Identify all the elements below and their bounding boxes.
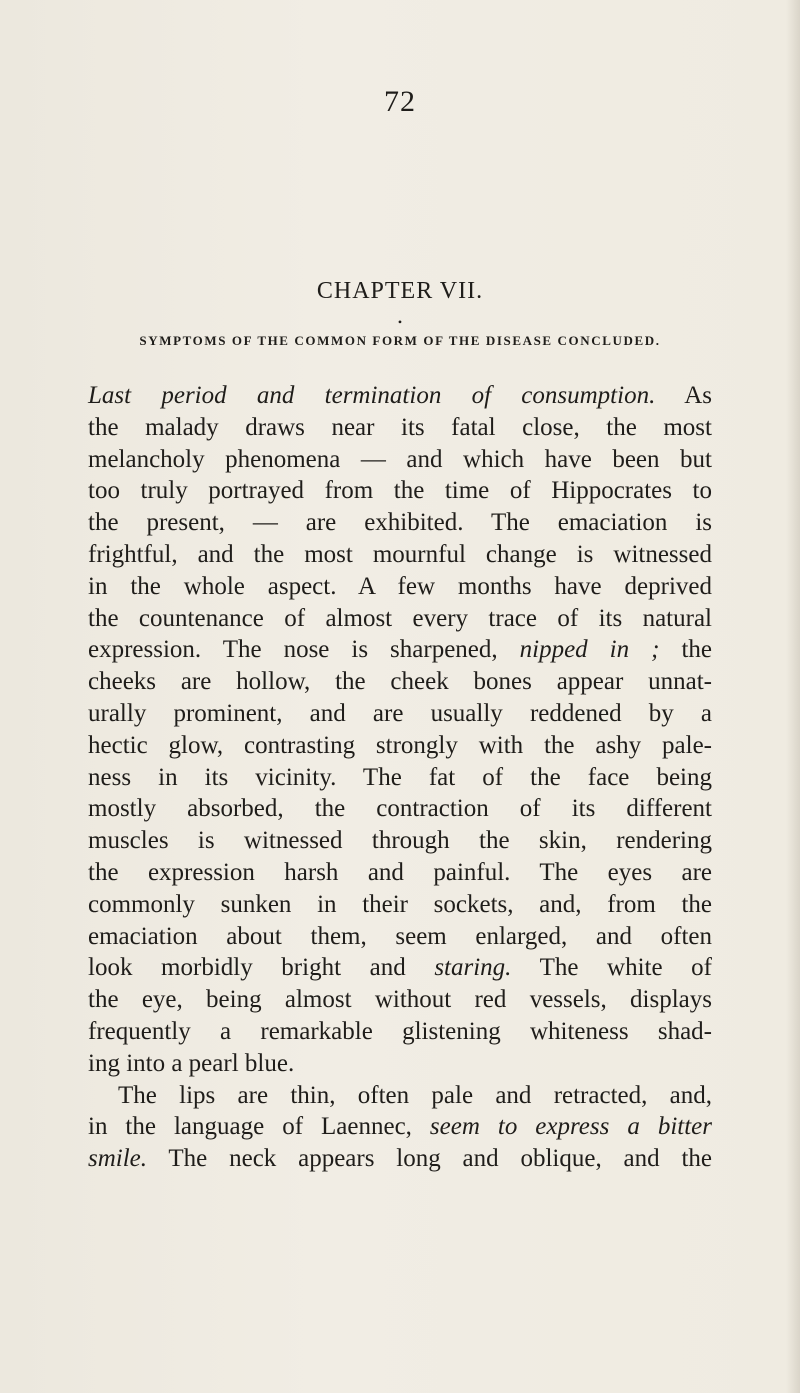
text-run: mostly absorbed, the contraction of its different	[88, 795, 712, 823]
text-run: hectic glow, contrasting strongly with the ashy pale-	[88, 731, 712, 759]
chapter-subtitle: SYMPTOMS OF THE COMMON FORM OF THE DISEASE CONCLUDED.	[139, 333, 661, 348]
text-run: ness in its vicinity. The fat of the face being	[88, 763, 712, 791]
text-line	[88, 1143, 712, 1175]
text-run: urally prominent, and are usually reddened by a	[88, 699, 712, 727]
text-run: look morbidly bright and	[88, 954, 435, 982]
page-edge-shadow	[786, 0, 800, 1393]
text-run: frightful, and the most mournful change is witnessed	[88, 540, 712, 568]
text-run: emaciation about them, seem enlarged, and often	[88, 922, 712, 950]
text-run: the expression harsh and painful. The eyes are	[88, 858, 712, 886]
page-number: 72	[384, 85, 416, 118]
body-text	[88, 380, 712, 1175]
text-run: commonly sunken in their sockets, and, from the	[88, 890, 712, 918]
text-line	[88, 507, 712, 539]
text-line	[88, 921, 712, 953]
text-run: the	[659, 636, 712, 664]
text-line	[88, 952, 712, 984]
italic-text: seem to express a bitter	[429, 1113, 712, 1141]
text-line	[88, 1016, 712, 1048]
text-run: The white of	[511, 954, 712, 982]
chapter-title: CHAPTER VII.	[316, 278, 484, 304]
italic-text: smile.	[88, 1145, 148, 1173]
text-line	[88, 762, 712, 794]
text-line	[88, 603, 712, 635]
text-run: As	[655, 382, 713, 409]
text-line	[88, 666, 712, 698]
text-run: too truly portrayed from the time of Hippocrates to	[88, 477, 712, 505]
text-line	[88, 1048, 712, 1080]
text-run: in the whole aspect. A few months have deprived	[88, 572, 712, 600]
text-line	[88, 889, 712, 921]
text-run: the malady draws near its fatal close, the most	[88, 413, 712, 441]
text-line	[88, 698, 712, 730]
text-run: muscles is witnessed through the skin, rendering	[88, 827, 712, 855]
text-line	[88, 984, 712, 1016]
text-line	[88, 634, 712, 666]
text-run: the countenance of almost every trace of its natural	[88, 604, 712, 632]
text-line	[88, 730, 712, 762]
text-run: the present, — are exhibited. The emaciation is	[88, 509, 712, 537]
text-run: The neck appears long and oblique, and the	[147, 1145, 712, 1173]
text-line	[88, 1111, 712, 1143]
text-line	[88, 1080, 712, 1112]
italic-text: staring.	[434, 954, 512, 982]
text-run: melancholy phenomena — and which have been but	[88, 445, 712, 473]
text-line	[88, 571, 712, 603]
text-line	[88, 444, 712, 476]
italic-text: Last period and termination of consumption.	[88, 382, 656, 409]
text-run: The lips are thin, often pale and retracted, and,	[118, 1081, 712, 1109]
text-line	[88, 793, 712, 825]
text-run: ing into a pearl blue.	[88, 1049, 295, 1077]
text-line	[88, 539, 712, 571]
text-line	[88, 475, 712, 507]
text-line	[88, 857, 712, 889]
text-line	[88, 412, 712, 444]
text-run: frequently a remarkable glistening whiteness shad-	[88, 1017, 712, 1045]
text-line	[88, 380, 712, 412]
ornament-bullet: •	[397, 315, 403, 329]
text-run: cheeks are hollow, the cheek bones appear unnat-	[88, 668, 712, 696]
italic-text: nipped in ;	[519, 636, 660, 664]
text-line	[88, 825, 712, 857]
text-run: expression. The nose is sharpened,	[88, 636, 520, 664]
text-run: in the language of Laennec,	[88, 1113, 430, 1141]
text-run: the eye, being almost without red vessels, displays	[88, 986, 712, 1014]
